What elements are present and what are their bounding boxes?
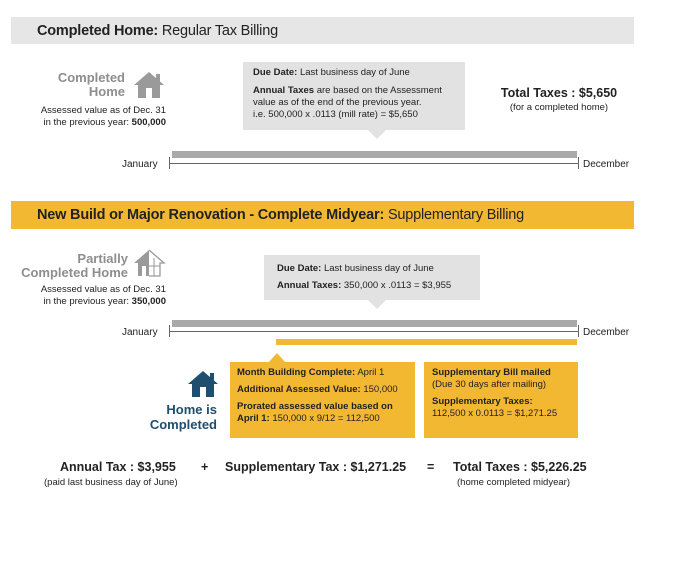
supplementary-taxes-label: Supplementary Taxes: xyxy=(432,396,533,407)
home-completed-line2: Completed xyxy=(149,417,217,432)
supplementary-bill-box xyxy=(424,362,578,438)
supplementary-assessed-line2: in the previous year: xyxy=(43,296,132,307)
prorated-value: 150,000 x 9/12 = 112,500 xyxy=(269,413,380,424)
home-completed-label xyxy=(130,402,217,432)
regular-total xyxy=(488,86,630,113)
supplementary-timeline-end: December xyxy=(583,327,630,338)
regular-due-label: Due Date: xyxy=(253,67,298,78)
regular-header-rest: Regular Tax Billing xyxy=(158,22,278,39)
prorated-label-line1: Prorated assessed value based on xyxy=(237,401,393,412)
supplementary-timeline-end-tick xyxy=(578,325,579,337)
regular-due-text: Last business day of June xyxy=(297,67,410,78)
completion-details-box xyxy=(230,362,415,438)
regular-timeline-end-tick xyxy=(578,157,579,169)
supplementary-billing-header xyxy=(11,201,634,229)
bill-mailed-label: Supplementary Bill mailed xyxy=(432,367,551,378)
regular-timeline-bar xyxy=(172,151,577,158)
completed-home-title-line1: Completed xyxy=(57,70,125,85)
equation-total-taxes: Total Taxes : $5,226.25 xyxy=(453,460,587,474)
equation-plus: + xyxy=(201,460,209,474)
supplementary-due-callout xyxy=(264,255,480,300)
regular-annual-label: Annual Taxes xyxy=(253,85,315,96)
supplementary-callout-arrow xyxy=(368,300,386,309)
supplementary-timeline-orange-bar xyxy=(276,339,577,345)
regular-assessed-number: 500,000 xyxy=(131,117,166,128)
supplementary-timeline-start: January xyxy=(122,327,158,338)
completed-home-title-line2: Home xyxy=(88,84,125,99)
regular-header-bold: Completed Home: xyxy=(37,22,159,39)
equation-annual-note: (paid last business day of June) xyxy=(44,477,178,488)
equation-supplementary-tax: Supplementary Tax : $1,271.25 xyxy=(225,460,407,474)
regular-assessed-value xyxy=(8,105,166,129)
equation-equals: = xyxy=(427,460,435,474)
regular-annual-text2: value as of the end of the previous year. xyxy=(253,97,422,108)
partial-home-title xyxy=(4,252,128,280)
partial-home-title-line2: Completed Home xyxy=(21,265,128,280)
supplementary-header-rest: Supplementary Billing xyxy=(384,207,524,223)
supplementary-assessed-line1: Assessed value as of Dec. 31 xyxy=(40,284,166,295)
regular-total-note: (for a completed home) xyxy=(509,102,609,113)
prorated-label-line2: April 1: xyxy=(237,413,270,424)
regular-total-title: Total Taxes : $5,650 xyxy=(500,86,618,100)
additional-value-label: Additional Assessed Value: xyxy=(237,384,361,395)
home-completed-line1: Home is xyxy=(166,402,217,417)
supplementary-due-text: Last business day of June xyxy=(321,263,434,274)
month-complete-label: Month Building Complete: xyxy=(237,367,356,378)
equation-annual-tax: Annual Tax : $3,955 xyxy=(60,460,176,474)
regular-due-callout xyxy=(243,62,465,130)
regular-callout-arrow xyxy=(368,130,386,139)
bill-mailed-note: (Due 30 days after mailing) xyxy=(432,379,547,390)
regular-timeline-axis xyxy=(169,163,579,164)
completed-house-icon xyxy=(185,369,221,399)
regular-timeline-end: December xyxy=(583,159,630,170)
regular-timeline-start: January xyxy=(122,159,158,170)
equation-total-note: (home completed midyear) xyxy=(457,477,570,488)
month-complete-value: April 1 xyxy=(355,367,385,378)
supplementary-timeline-bar xyxy=(172,320,577,327)
supplementary-annual-label: Annual Taxes: xyxy=(277,280,342,291)
supplementary-timeline-axis xyxy=(169,331,579,332)
supplementary-taxes-value: 112,500 x 0.0113 = $1,271.25 xyxy=(432,408,558,419)
supplementary-header-bold: New Build or Major Renovation - Complete Midyear: xyxy=(37,207,385,223)
regular-assessed-line2: in the previous year: xyxy=(43,117,132,128)
regular-annual-text3: i.e. 500,000 x .0113 (mill rate) = $5,650 xyxy=(253,109,418,120)
house-icon xyxy=(132,70,166,100)
partial-home-title-line1: Partially xyxy=(77,251,128,266)
partial-house-icon xyxy=(132,248,168,278)
regular-assessed-line1: Assessed value as of Dec. 31 xyxy=(40,105,166,116)
supplementary-assessed-number: 350,000 xyxy=(131,296,166,307)
additional-value-value: 150,000 xyxy=(360,384,398,395)
completed-home-title xyxy=(30,71,125,99)
regular-billing-header xyxy=(11,17,634,44)
supplementary-due-label: Due Date: xyxy=(277,263,322,274)
supplementary-assessed-value xyxy=(8,284,166,308)
supplementary-annual-text: 350,000 x .0113 = $3,955 xyxy=(341,280,452,291)
regular-annual-text1: are based on the Assessment xyxy=(314,85,442,96)
